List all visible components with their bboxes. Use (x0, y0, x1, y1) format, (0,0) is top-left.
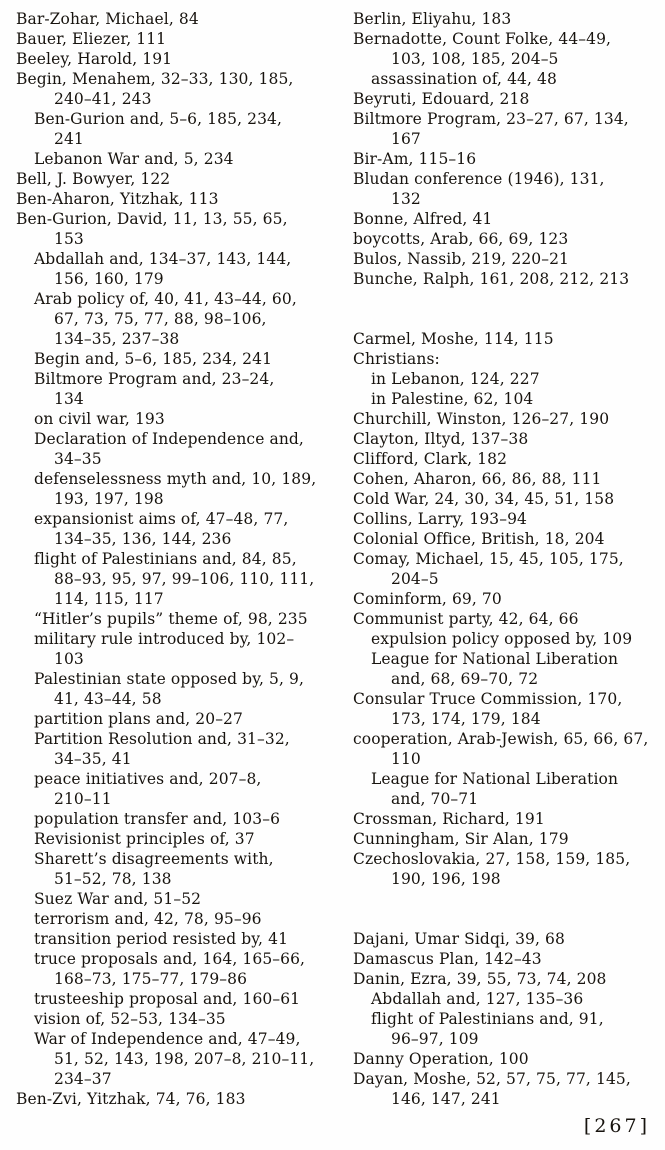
index-line: Communist party, 42, 64, 66 (353, 610, 579, 628)
index-line: 210–11 (54, 790, 112, 808)
index-line: Christians: (353, 350, 440, 368)
section-gap (353, 889, 661, 909)
index-line: Revisionist principles of, 37 (34, 830, 255, 848)
index-line: Begin, Menahem, 32–33, 130, 185, (16, 70, 294, 88)
index-line: 190, 196, 198 (391, 870, 501, 888)
index-line: 167 (391, 130, 421, 148)
index-line: 134–35, 136, 144, 236 (54, 530, 232, 548)
index-line: 103, 108, 185, 204–5 (391, 50, 559, 68)
index-line: Suez War and, 51–52 (34, 890, 202, 908)
index-line: 204–5 (391, 570, 439, 588)
index-line: 110 (391, 750, 421, 768)
index-line: Collins, Larry, 193–94 (353, 510, 528, 528)
index-line: Sharett’s disagreements with, (34, 850, 274, 868)
index-line: in Lebanon, 124, 227 (371, 370, 540, 388)
section-gap (353, 309, 661, 329)
index-line: population transfer and, 103–6 (34, 810, 281, 828)
index-line: assassination of, 44, 48 (371, 70, 557, 88)
index-line: 134–35, 237–38 (54, 330, 180, 348)
index-line: Dajani, Umar Sidqi, 39, 68 (353, 930, 565, 948)
index-line: Bernadotte, Count Folke, 44–49, (353, 30, 612, 48)
index-line: in Palestine, 62, 104 (371, 390, 534, 408)
index-line: Churchill, Winston, 126–27, 190 (353, 410, 610, 428)
index-line: 234–37 (54, 1070, 112, 1088)
index-line: flight of Palestinians and, 91, (371, 1010, 604, 1028)
index-line: Partition Resolution and, 31–32, (34, 730, 290, 748)
index-line: Biltmore Program, 23–27, 67, 134, (353, 110, 629, 128)
index-line: Consular Truce Commission, 170, (353, 690, 623, 708)
index-line: Bulos, Nassib, 219, 220–21 (353, 250, 570, 268)
index-line: expansionist aims of, 47–48, 77, (34, 510, 289, 528)
section-gap (353, 289, 661, 309)
index-column-left (16, 9, 348, 1109)
index-line: and, 70–71 (391, 790, 479, 808)
index-line: Czechoslovakia, 27, 158, 159, 185, (353, 850, 631, 868)
index-line: Crossman, Richard, 191 (353, 810, 545, 828)
index-line: Ben-Gurion, David, 11, 13, 55, 65, (16, 210, 288, 228)
index-line: Begin and, 5–6, 185, 234, 241 (34, 350, 273, 368)
index-line: War of Independence and, 47–49, (34, 1030, 301, 1048)
index-line: Biltmore Program and, 23–24, (34, 370, 275, 388)
page-number: [267] (583, 1115, 650, 1137)
index-line: 156, 160, 179 (54, 270, 164, 288)
index-line: terrorism and, 42, 78, 95–96 (34, 910, 262, 928)
index-line: Cominform, 69, 70 (353, 590, 502, 608)
index-line: 96–97, 109 (391, 1030, 479, 1048)
index-line: 34–35, 41 (54, 750, 132, 768)
index-line: expulsion policy opposed by, 109 (371, 630, 633, 648)
index-line: Bludan conference (1946), 131, (353, 170, 605, 188)
index-line: 88–93, 95, 97, 99–106, 110, 111, (54, 570, 315, 588)
index-line: Berlin, Eliyahu, 183 (353, 10, 512, 28)
index-line: and, 68, 69–70, 72 (391, 670, 539, 688)
index-line: Ben-Zvi, Yitzhak, 74, 76, 183 (16, 1090, 246, 1108)
index-line: truce proposals and, 164, 165–66, (34, 950, 306, 968)
index-line: partition plans and, 20–27 (34, 710, 243, 728)
index-line: 153 (54, 230, 84, 248)
index-line: Clifford, Clark, 182 (353, 450, 508, 468)
index-line: Abdallah and, 127, 135–36 (371, 990, 584, 1008)
index-line: 132 (391, 190, 421, 208)
index-line: on civil war, 193 (34, 410, 165, 428)
index-line: 168–73, 175–77, 179–86 (54, 970, 248, 988)
index-line: Bonne, Alfred, 41 (353, 210, 493, 228)
index-line: Colonial Office, British, 18, 204 (353, 530, 605, 548)
index-line: 146, 147, 241 (391, 1090, 501, 1108)
index-line: Dayan, Moshe, 52, 57, 75, 77, 145, (353, 1070, 631, 1088)
index-line: Damascus Plan, 142–43 (353, 950, 542, 968)
index-line: Beyruti, Edouard, 218 (353, 90, 530, 108)
index-column-right (353, 9, 661, 1109)
index-line: military rule introduced by, 102– (34, 630, 295, 648)
index-line: League for National Liberation (371, 770, 619, 788)
index-line: Bar-Zohar, Michael, 84 (16, 10, 199, 28)
index-line: Danin, Ezra, 39, 55, 73, 74, 208 (353, 970, 607, 988)
index-line: 103 (54, 650, 84, 668)
index-line: Bir-Am, 115–16 (353, 150, 477, 168)
index-line: boycotts, Arab, 66, 69, 123 (353, 230, 569, 248)
index-line: Danny Operation, 100 (353, 1050, 529, 1068)
index-line: Clayton, Iltyd, 137–38 (353, 430, 529, 448)
section-gap (353, 909, 661, 929)
index-line: Cohen, Aharon, 66, 86, 88, 111 (353, 470, 602, 488)
index-line: Palestinian state opposed by, 5, 9, (34, 670, 305, 688)
index-line: Lebanon War and, 5, 234 (34, 150, 234, 168)
index-line: 34–35 (54, 450, 102, 468)
index-line: 241 (54, 130, 84, 148)
index-line: vision of, 52–53, 134–35 (34, 1010, 226, 1028)
index-line: cooperation, Arab-Jewish, 65, 66, 67, (353, 730, 649, 748)
index-line: Abdallah and, 134–37, 143, 144, (34, 250, 292, 268)
index-line: 114, 115, 117 (54, 590, 164, 608)
index-line: flight of Palestinians and, 84, 85, (34, 550, 297, 568)
index-line: Carmel, Moshe, 114, 115 (353, 330, 554, 348)
index-line: Ben-Gurion and, 5–6, 185, 234, (34, 110, 283, 128)
index-line: League for National Liberation (371, 650, 619, 668)
index-line: Comay, Michael, 15, 45, 105, 175, (353, 550, 624, 568)
index-line: transition period resisted by, 41 (34, 930, 289, 948)
index-line: Bauer, Eliezer, 111 (16, 30, 167, 48)
index-line: peace initiatives and, 207–8, (34, 770, 262, 788)
index-line: defenselessness myth and, 10, 189, (34, 470, 317, 488)
index-line: Cunningham, Sir Alan, 179 (353, 830, 569, 848)
index-line: Bell, J. Bowyer, 122 (16, 170, 171, 188)
index-line: 41, 43–44, 58 (54, 690, 162, 708)
index-line: Declaration of Independence and, (34, 430, 304, 448)
index-line: “Hitler’s pupils” theme of, 98, 235 (34, 610, 308, 628)
index-line: Beeley, Harold, 191 (16, 50, 173, 68)
index-line: 67, 73, 75, 77, 88, 98–106, (54, 310, 267, 328)
index-line: 240–41, 243 (54, 90, 152, 108)
index-line: Cold War, 24, 30, 34, 45, 51, 158 (353, 490, 615, 508)
index-line: Bunche, Ralph, 161, 208, 212, 213 (353, 270, 630, 288)
index-line: Arab policy of, 40, 41, 43–44, 60, (34, 290, 297, 308)
index-line: 193, 197, 198 (54, 490, 164, 508)
index-line: 134 (54, 390, 84, 408)
index-line: 173, 174, 179, 184 (391, 710, 541, 728)
index-line: 51–52, 78, 138 (54, 870, 172, 888)
index-line: Ben-Aharon, Yitzhak, 113 (16, 190, 219, 208)
index-line: 51, 52, 143, 198, 207–8, 210–11, (54, 1050, 315, 1068)
index-line: trusteeship proposal and, 160–61 (34, 990, 301, 1008)
